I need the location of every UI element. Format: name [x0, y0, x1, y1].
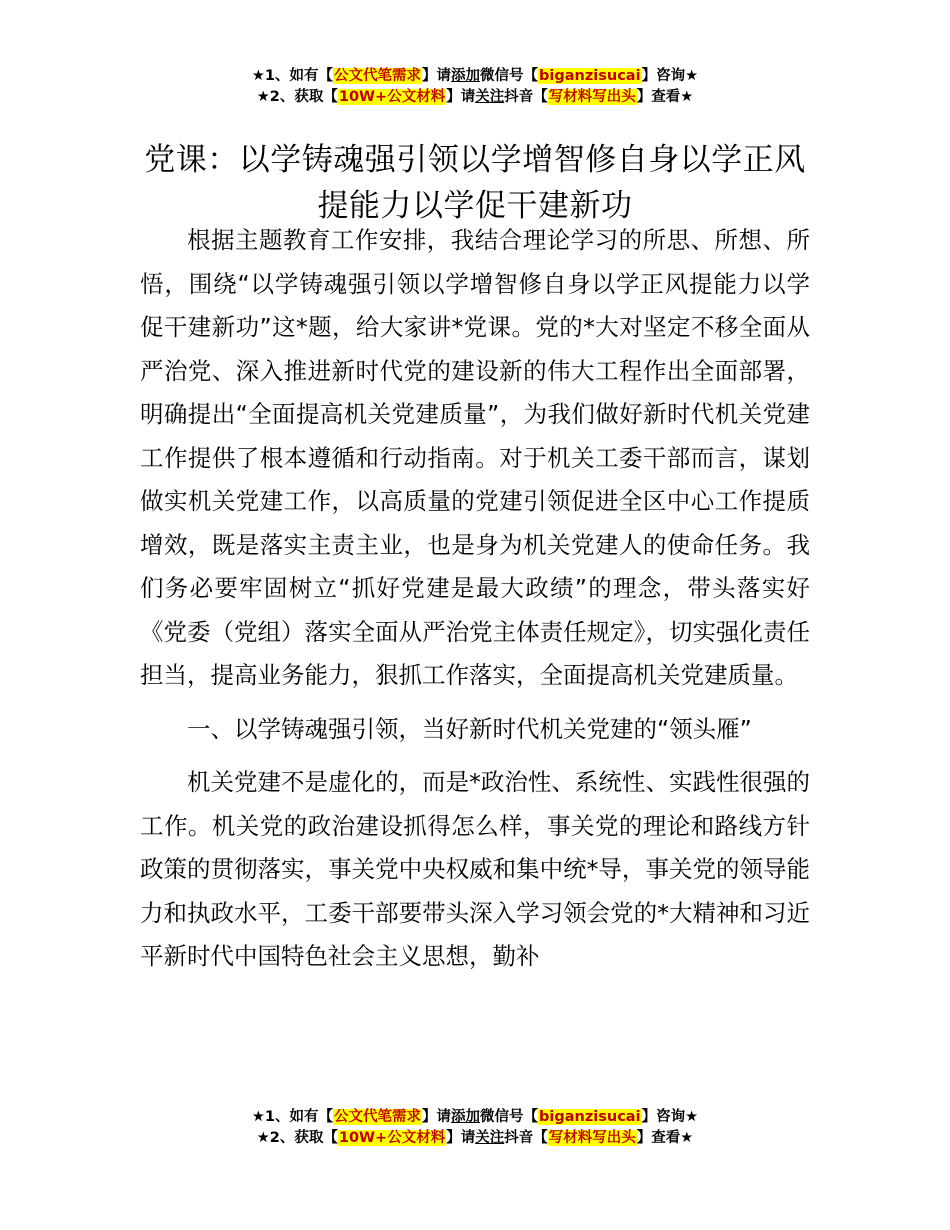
- header-banner: [0, 66, 950, 108]
- banner-text: ★1、如有【: [251, 1109, 334, 1125]
- banner-text: 微信号【: [480, 1109, 539, 1125]
- banner-line-2: [0, 87, 950, 108]
- footer-banner: [0, 1107, 950, 1149]
- paragraph-intro: 根据主题教育工作安排，我结合理论学习的所思、所想、所悟，围绕“以学铸魂强引领以学增智修自身以学正风提能力以学促干建新功”这*题，给大家讲*党课。党的*大对坚定不移全面从严治党、深入推进新时代党的建设新的伟大工程作出全面部署，明确提出“全面提高机关党建质量”，为我们做好新时代机关党建工作提供了根本遵循和行动指南。对于机关工委干部而言，谋划做实机关党建工作，以高质量的党建引领促进全区中心工作提质增效，既是落实主责主业，也是身为机关党建人的使命任务。我们务必要牢固树立“抓好党建是最大政绩”的理念，带头落实好《党委（党组）落实全面从严治党主体责任规定》，切实强化责任担当，提高业务能力，狠抓工作落实，全面提高机关党建质量。: [140, 226, 810, 689]
- banner-text: ★2、获取【: [256, 89, 338, 105]
- banner-text: ★1、如有【: [251, 68, 334, 84]
- banner-text: 】查看★: [636, 1130, 694, 1146]
- banner-highlight: 10W+公文材料: [338, 89, 446, 105]
- banner-text: 】请: [422, 68, 452, 84]
- section-heading-1: 一、以学铸魂强引领，当好新时代机关党建的“领头雁”: [187, 714, 752, 743]
- banner-underlined: 添加: [451, 68, 481, 84]
- banner-underlined: 关注: [475, 1130, 505, 1146]
- banner-highlight: 公文代笔需求: [334, 1109, 422, 1125]
- banner-line-1: [0, 66, 950, 87]
- banner-text: ★2、获取【: [256, 1130, 338, 1146]
- banner-highlight: 公文代笔需求: [334, 68, 422, 84]
- document-body: [140, 219, 810, 979]
- paragraph-section-1: 机关党建不是虚化的，而是*政治性、系统性、实践性很强的工作。机关党的政治建设抓得怎么样，事关党的理论和路线方针政策的贯彻落实，事关党中央权威和集中统*导，事关党的领导能力和执政水平，工委干部要带头深入学习领会党的*大精神和习近平新时代中国特色社会主义思想，勤补: [140, 768, 810, 970]
- banner-line-2: [0, 1128, 950, 1149]
- banner-text: 】请: [422, 1109, 452, 1125]
- document-title: 党课：以学铸魂强引领以学增智修自身以学正风提能力以学促干建新功: [144, 141, 806, 224]
- banner-text: 抖音【: [504, 1130, 548, 1146]
- banner-text: 】咨询★: [641, 68, 699, 84]
- banner-wechat-id: biganzisucai: [539, 1109, 641, 1125]
- banner-text: 微信号【: [480, 68, 539, 84]
- banner-underlined: 关注: [475, 89, 505, 105]
- banner-wechat-id: biganzisucai: [539, 68, 641, 84]
- banner-highlight: 10W+公文材料: [338, 1130, 446, 1146]
- banner-text: 】咨询★: [641, 1109, 699, 1125]
- banner-text: 】请: [446, 89, 476, 105]
- banner-underlined: 添加: [451, 1109, 481, 1125]
- banner-text: 】请: [446, 1130, 476, 1146]
- banner-text: 抖音【: [504, 89, 548, 105]
- banner-text: 】查看★: [636, 89, 694, 105]
- banner-line-1: [0, 1107, 950, 1128]
- banner-douyin-name: 写材料写出头: [548, 1130, 636, 1146]
- banner-douyin-name: 写材料写出头: [548, 89, 636, 105]
